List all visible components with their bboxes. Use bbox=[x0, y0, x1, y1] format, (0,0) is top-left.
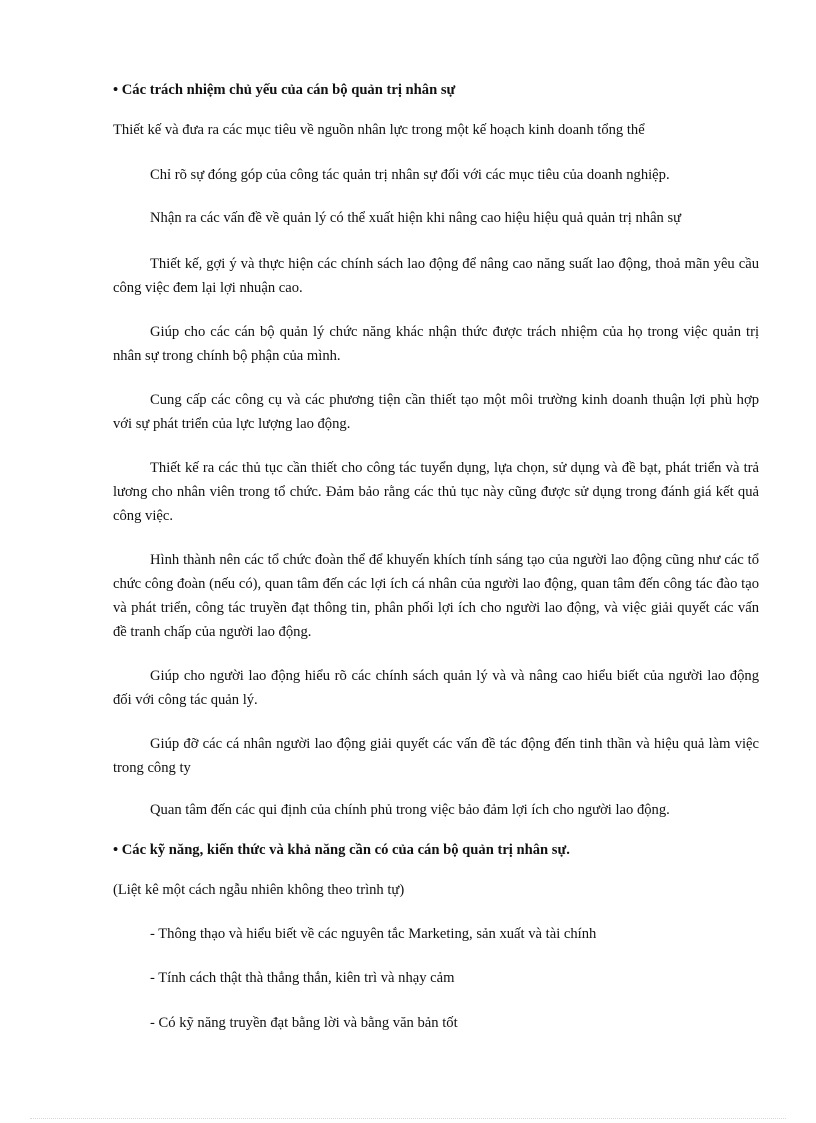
paragraph-regulations: Quan tâm đến các qui định của chính phủ trong việc bảo đảm lợi ích cho người lao động. bbox=[150, 802, 670, 818]
intro-line: Thiết kế và đưa ra các mục tiêu về nguồn nhân lực trong một kế hoạch kinh doanh tổng thể bbox=[113, 122, 645, 138]
paragraph-organizations: Hình thành nên các tổ chức đoàn thể để khuyến khích tính sáng tạo của người lao động cũng như các tổ chức công đoàn (nếu có), quan tâm đến các lợi ích cá nhân của người lao động, quan tâm đến công tác đào tạo và phát triển, công tác truyền đạt thông tin, phân phối lợi ích cho người lao động, và việc giải quyết các vấn đề tranh chấp của người lao động. bbox=[113, 552, 759, 640]
paragraph-labor-policies: Thiết kế, gợi ý và thực hiện các chính sách lao động để nâng cao năng suất lao động, thoả mãn yêu cầu công việc đem lại lợi nhuận cao. bbox=[113, 256, 759, 296]
list-item: - Tính cách thật thà thẳng thắn, kiên trì và nhạy cảm bbox=[150, 970, 455, 986]
list-item: - Thông thạo và hiểu biết về các nguyên tắc Marketing, sản xuất và tài chính bbox=[150, 926, 597, 942]
list-item: - Có kỹ năng truyền đạt bằng lời và bằng văn bản tốt bbox=[150, 1015, 458, 1031]
paragraph-understand-policies: Giúp cho người lao động hiểu rõ các chính sách quản lý và và nâng cao hiểu biết của người lao động đối với công tác quản lý. bbox=[113, 668, 759, 708]
paragraph-contribution: Chỉ rõ sự đóng góp của công tác quản trị nhân sự đối với các mục tiêu của doanh nghiệp. bbox=[150, 167, 670, 183]
skills-note: (Liệt kê một cách ngẫu nhiên không theo trình tự) bbox=[113, 882, 405, 898]
section-heading-skills: • Các kỹ năng, kiến thức và khả năng cần có của cán bộ quản trị nhân sự. bbox=[113, 842, 570, 858]
paragraph-help-managers: Giúp cho các cán bộ quản lý chức năng khác nhận thức được trách nhiệm của họ trong việc quản trị nhân sự trong chính bộ phận của mình. bbox=[113, 324, 759, 364]
paragraph-help-individuals: Giúp đỡ các cá nhân người lao động giải quyết các vấn đề tác động đến tinh thần và hiệu quả làm việc trong công ty bbox=[113, 736, 759, 776]
section-heading-responsibilities: • Các trách nhiệm chủ yếu của cán bộ quản trị nhân sự bbox=[113, 82, 456, 98]
paragraph-provide-tools: Cung cấp các công cụ và các phương tiện cần thiết tạo một môi trường kinh doanh thuận lợi phù hợp với sự phát triển của lực lượng lao động. bbox=[113, 392, 759, 432]
paragraph-identify-issues: Nhận ra các vấn đề về quản lý có thể xuất hiện khi nâng cao hiệu hiệu quả quản trị nhân sự bbox=[150, 210, 682, 226]
page-bottom-divider bbox=[30, 1118, 786, 1119]
paragraph-procedures: Thiết kế ra các thủ tục cần thiết cho công tác tuyển dụng, lựa chọn, sử dụng và đề bạt, phát triển và trả lương cho nhân viên trong tổ chức. Đảm bảo rằng các thủ tục này cũng được sử dụng trong đánh giá kết quả công việc. bbox=[113, 460, 759, 524]
